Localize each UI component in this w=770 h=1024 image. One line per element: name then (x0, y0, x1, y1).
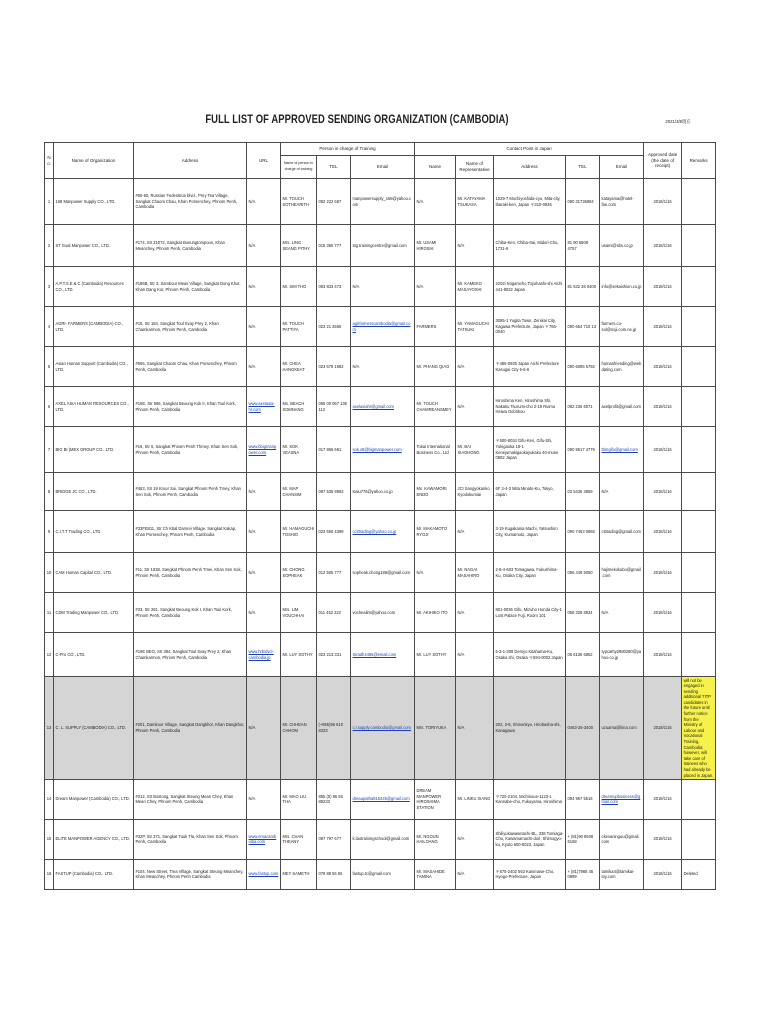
cell-address: #186B, Str 3, Sambour Meas Village, Sangkat Dong Khor, Khan Dang Kor, Phnom Penh, Cambodia (134, 267, 247, 307)
cell-remarks (682, 387, 716, 427)
cell-person: Mr. MAO LIU THA (281, 779, 317, 819)
cell-email[interactable]: Siradh4455@email.com (351, 633, 415, 677)
table-row (45, 553, 716, 593)
cell-person: Mrs. LING SEANG PITHY (281, 225, 317, 267)
cell-url: N/A (247, 511, 281, 553)
cell-tel: 023 21 2566 (317, 307, 351, 347)
cell-tel: 855 (0) 96 56 89233 (317, 779, 351, 819)
col-address: Address (134, 143, 247, 179)
cell-cp-rep: N/A (456, 633, 494, 677)
cell-cp-address: 1029-7 Mochiyoshida-cyo, Mita-city, Ibaraki-ken, Japan 〒310-0836 (494, 179, 566, 225)
cell-cp-rep: Mr. LINKU XIANG (456, 779, 494, 819)
cell-cp-name: DREAM MANPOWER HIROSHIMA STATION (415, 779, 456, 819)
cell-cp-rep: JCI Sangyokanko Kyodokumiai (456, 473, 494, 511)
cell-approved: 2018/1/16 (644, 473, 682, 511)
cell-url: N/A (247, 677, 281, 780)
cell-cp-address: 3085-1 Yugita Town, Zenikai City, Kagawa Prefecture, Japan 〒765-0040 (494, 307, 566, 347)
cell-tel: 015 365 777 (317, 225, 351, 267)
cell-approved: 2018/1/16 (644, 267, 682, 307)
cell-tel: 087 797 677 (317, 819, 351, 859)
cell-no: 11 (45, 593, 54, 633)
cell-cp-email: tamika4@tamikai-toy.com (600, 859, 644, 889)
cell-cp-name: Mr. PHANG QIAO (415, 347, 456, 387)
cell-no: 12 (45, 633, 54, 677)
cell-email: vochealim@yahoo.com (351, 593, 415, 633)
cell-org: C-Pro CO., LTD. (54, 633, 134, 677)
cell-cp-name: Mr. MASAHIDE TAMINA (415, 859, 456, 889)
cell-url: N/A (247, 779, 281, 819)
cell-no: 1 (45, 179, 54, 225)
cell-approved: 2018/1/16 (644, 677, 682, 780)
cell-remarks (682, 553, 716, 593)
cell-cp-tel: 81 90 5808 4757 (566, 225, 600, 267)
table-row (45, 267, 716, 307)
cell-person: Mr. CHHEAN CHHOM (281, 677, 317, 780)
cell-tel: 097 535 9992 (317, 473, 351, 511)
cell-cp-tel: 0463-25-3400 (566, 677, 600, 780)
cell-org: C. L. SUPPLY (CAMBODIA) CO., LTD. (54, 677, 134, 780)
cell-no: 2 (45, 225, 54, 267)
table-row (45, 633, 716, 677)
cell-remarks (682, 593, 716, 633)
cell-cp-name: N/A (415, 179, 456, 225)
cell-cp-name: Mr. LUY SOTHY (415, 633, 456, 677)
table-row (45, 307, 716, 347)
col-no: No. (45, 143, 54, 179)
cell-approved: 2018/1/16 (644, 179, 682, 225)
cell-email: N/A (351, 267, 415, 307)
cell-cp-address: 〒500-8034 Gifu-Ken, Gifu-Shi, Yukigaoka 18-1 Kenejumakigaokayukaku 40-mune 0882 Japan (494, 427, 566, 473)
cell-cp-email: katayama@hotel-fan.com (600, 179, 644, 225)
cell-org: A.P.T.S.E & C (Cambodia) Resources CO., LTD. (54, 267, 134, 307)
cell-cp-tel: + (81)90 8508 6168 (566, 819, 600, 859)
cell-tel: 012 505 777 (317, 553, 351, 593)
cell-address: #555, Sangkat Chaom Chau, Khan Porsenchey, Phnom Penh, Cambodia (134, 347, 247, 387)
cell-person: Mr. HAMAGUCHI TOSHIO (281, 511, 317, 553)
cell-url: N/A (247, 179, 281, 225)
cell-tel: 078 88 56 56 (317, 859, 351, 889)
cell-tel: 023 650 4398 (317, 511, 351, 553)
cell-email[interactable]: axelasiahr@gmail.com (351, 387, 415, 427)
col-cp-address: Address (494, 156, 566, 179)
cell-cp-rep: N/A (456, 819, 494, 859)
cell-approved: 2018/1/16 (644, 633, 682, 677)
cell-tel: 055 00 067 136 112 (317, 387, 351, 427)
cell-address: #33FE811, Str Ch Kbal Damrei Village, Sangkat Kakap, Khan Porsenchey, Phnom Penh, Cambodia (134, 511, 247, 553)
col-email: Email (351, 156, 415, 179)
cell-tel: 092 222 687 (317, 179, 351, 225)
cell-cp-email[interactable]: tbmgifu@gmail.com (600, 427, 644, 473)
cell-person: Mr. CHEA HANGKEAT (281, 347, 317, 387)
cell-cp-rep: Mr. YAMAGUCHI TATSUKI (456, 307, 494, 347)
cell-url: N/A (247, 593, 281, 633)
cell-cp-address: Chiba-Ken, Chiba-Sai, Midori-Chu, 1731-6 (494, 225, 566, 267)
cell-cp-tel: 058 328 8834 (566, 593, 600, 633)
cell-email[interactable]: sok.v8@bigmanpower.com (351, 427, 415, 473)
cell-cp-tel: 81 532 36 0400 (566, 267, 600, 307)
cell-cp-address: 202, 3-8, Shinonkyo, Hirobasha-shi, Kanagawa (494, 677, 566, 780)
cell-remarks (682, 779, 716, 819)
cell-cp-name: Mrs. TORIYUKA (415, 677, 456, 780)
cell-approved: 2018/1/16 (644, 347, 682, 387)
cell-approved: 2018/1/16 (644, 427, 682, 473)
col-tel: TEL (317, 156, 351, 179)
cell-org: ELITE MANPOWER AGENCY CO., LTD. (54, 819, 134, 859)
cell-url: N/A (247, 473, 281, 511)
cell-cp-address: 〒675-2402 563 Kanimase-Cho, Hyogo-Prefecture, Japan (494, 859, 566, 889)
cell-approved: 2018/1/16 (644, 819, 682, 859)
cell-no: 5 (45, 347, 54, 387)
cell-cp-name: Mr. USAMI HIROSHI (415, 225, 456, 267)
col-person-name: Name of person in charge of training (281, 156, 317, 179)
cell-tel: 023 213 331 (317, 633, 351, 677)
cell-no: 3 (45, 267, 54, 307)
cell-url[interactable]: www.fastup.com (247, 859, 281, 889)
cell-email[interactable]: ccittrading@yahoo.co.jp (351, 511, 415, 553)
cell-cp-rep: N/A (456, 225, 494, 267)
cell-url: N/A (247, 347, 281, 387)
cell-cp-name: Mr. NGOUN HAILOANG (415, 819, 456, 859)
cell-no: 13 (45, 677, 54, 780)
cell-cp-email: farmers.co-sol@noji.com.ne.jp (600, 307, 644, 347)
table-row (45, 859, 716, 889)
cell-address: #33, Str 281, Sangkat Beoung Kok I, Khan Toul Kork, Phnom Penh, Cambodia (134, 593, 247, 633)
cell-cp-rep: Mr. KATAYAMA TSUKASA (456, 179, 494, 225)
table-row (45, 473, 716, 511)
cell-no: 6 (45, 387, 54, 427)
cell-person: MEY SAMETH (281, 859, 317, 889)
cell-cp-tel: 090 7463 0866 (566, 511, 600, 553)
cell-url[interactable]: www.hrbidvcl-cambodia.jp (247, 633, 281, 677)
col-url: URL (247, 143, 281, 179)
cell-cp-name: Tokai International Business Co., Ltd (415, 427, 456, 473)
cell-cp-email: usami@sbs.co.jp (600, 225, 644, 267)
cell-remarks (682, 179, 716, 225)
col-org: Name of Organization (54, 143, 134, 179)
cell-address: #50-60, Russian Federation blvd., Prey Tea Village, Sangkat Chaom Chau, Khan Porsenchey, Phnom Penh, Cambodia (134, 179, 247, 225)
cell-cp-name: Mr. AKIHIKO ITO (415, 593, 456, 633)
cell-org: 168 Manpower Supply CO., LTD. (54, 179, 134, 225)
cell-tel: 011 452 222 (317, 593, 351, 633)
cell-cp-rep: N/A (456, 859, 494, 889)
cell-approved: 2018/1/16 (644, 593, 682, 633)
cell-url[interactable]: www.bbigmanpower.com (247, 427, 281, 473)
table-row (45, 819, 716, 859)
cell-url: N/A (247, 553, 281, 593)
cell-person: Mr. CHONG SOPHEAK (281, 553, 317, 593)
col-cp-tel: TEL (566, 156, 600, 179)
cell-person: Mr. TOUCH PATTIYA (281, 307, 317, 347)
cell-cp-email: cittrading@gmail.com (600, 511, 644, 553)
cell-remarks (682, 307, 716, 347)
cell-cp-email: typcathy2880280@yahoo.co.jp (600, 633, 644, 677)
cell-address: #104, New Street, Trea Village, Sangkat Steung Meanchey, Khan Meanchey, Phnom Penh Cambodia (134, 859, 247, 889)
cell-address: #463, Str 19 Krour Sui, Sangkat Phnom Penh Tmey, Khan Sen Sok, Phnom Penh, Cambodia (134, 473, 247, 511)
cell-org: BIG BI (MEX GROUP CO., LTD. (54, 427, 134, 473)
cell-org: CAM Human Capital CO., LTD. (54, 553, 134, 593)
col-person-group: Person in charge of Training (281, 143, 415, 156)
cell-cp-name: FARMERS (415, 307, 456, 347)
cell-email: Kaiu776@yahoo.co.jp (351, 473, 415, 511)
cell-address: #11, Str 1838, Sangkat Phnom Penh Tmei, Khan Sen Sok, Phnom Penh, Cambodia (134, 553, 247, 593)
cell-remarks (682, 347, 716, 387)
cell-cp-tel: 03 5436 3859 (566, 473, 600, 511)
cell-url[interactable]: www.axelasia-hr.com (247, 387, 281, 427)
cell-cp-name: Ms. KAWAMORI ENDO (415, 473, 456, 511)
cell-cp-email: hajimekokubo@gmail.com (600, 553, 644, 593)
cell-cp-rep: Mr. KAMEKO MASAYOSHI (456, 267, 494, 307)
cell-cp-address: 801-0036 Gifu, Mizuho Honda City-1 Lost Palace Fuji, Room 101 (494, 593, 566, 633)
cell-cp-tel: 06 6136 6862 (566, 633, 600, 677)
table-row (45, 347, 716, 387)
cell-address: #201, Damkuor Village, Sangkat Dangkhor, Khan Dangkhor, Phnom Penh, Cambodia (134, 677, 247, 780)
cell-approved: 2018/1/16 (644, 307, 682, 347)
cell-person: Ms. BEACH SOMNANG (281, 387, 317, 427)
table-row (45, 427, 716, 473)
cell-no: 15 (45, 819, 54, 859)
cell-tel: (+855)96 610 8333 (317, 677, 351, 780)
cell-cp-email: info@sekaishion.co.jp (600, 267, 644, 307)
cell-cp-address: Hiroshima Ken, Hiroshima Shi, Nakaku Tsurumi-cho 2-19 Ruimu Heiwa Odorikou (494, 387, 566, 427)
cell-org: Asian Human Support (Cambodia) CO., LTD. (54, 347, 134, 387)
cell-email: stg.trainingcentre@gmail.com (351, 225, 415, 267)
cell-approved: 2018/1/16 (644, 225, 682, 267)
cell-approved: 2018/1/16 (644, 779, 682, 819)
table-row (45, 179, 716, 225)
cell-email: fastup.tc@gmail.com (351, 859, 415, 889)
table-row (45, 779, 716, 819)
cell-remarks (682, 633, 716, 677)
col-cp-name: Name (415, 156, 456, 179)
cell-no: 9 (45, 511, 54, 553)
cell-email[interactable]: agrifarmerscambodia@gmail.com (351, 307, 415, 347)
cell-cp-address: 6-3-1-308 Demyo Kitahama-Ku, Osaka shi, Osaka 〒594-0002 Japan (494, 633, 566, 677)
table-row (45, 225, 716, 267)
cell-approved: 2018/1/16 (644, 387, 682, 427)
cell-address: #16, Str 6, Sangkat Phnom Penh Thmey, Khan Sen Sok, Phnom Penh, Cambodia (134, 427, 247, 473)
cell-email: manpowersupply_168@yahoo.com (351, 179, 415, 225)
col-remarks: Remarks (682, 143, 716, 179)
cell-cp-address: Shiliyukawasetachi-BL, 338 Tomiaga-Cho, Kawamamachi-dori, Shimogyo-ku, Kyoto 600-8023, Japan (494, 819, 566, 859)
cell-person: Mr. TOUCH SOTHEARITH (281, 179, 317, 225)
col-cp-email: Email (600, 156, 644, 179)
cell-cp-address: 3-19 Kugakama Machi, Yatsushiro City, Kumamoto, Japan (494, 511, 566, 553)
cell-email: N/A (351, 347, 415, 387)
cell-remarks (682, 267, 716, 307)
as-of-date: 2021/3/9現在 (665, 119, 691, 124)
cell-cp-rep: N/A (456, 511, 494, 553)
col-cp-rep: Name of Representative (456, 156, 494, 179)
cell-cp-tel: 084 967 5516 (566, 779, 600, 819)
cell-cp-address: 2202i Nogamcho Toyohashi-shi Aichi 441-8022 Japan (494, 267, 566, 307)
cell-remarks: will not be engaged in sending additional TITP candidates in the future until further notice from the Ministry of Labour and Vocational Training, Cambodia; however, will take care of trainees who had already be placed in Japan. (682, 677, 716, 780)
cell-cp-name: N/A (415, 267, 456, 307)
cell-remarks (682, 511, 716, 553)
cell-person: Mr. MAP CHANSIM (281, 473, 317, 511)
cell-remarks (682, 473, 716, 511)
cell-cp-rep: N/A (456, 347, 494, 387)
cell-url: N/A (247, 267, 281, 307)
cell-person: Mrs. CHAN THEANY (281, 819, 317, 859)
cell-email[interactable]: c.l.supply.cambodia@gmail.com (351, 677, 415, 780)
cell-approved: 2018/1/16 (644, 511, 682, 553)
cell-person: Mr. SOK VEASNA (281, 427, 317, 473)
cell-org: CDM Trading Manpower CO., LTD. (54, 593, 134, 633)
cell-url: N/A (247, 225, 281, 267)
cell-address: #19E BEO, Str 384, Sangkat Toul Svay Prey 2, Khan Chamkarmon, Phnom Penh, Cambodia (134, 633, 247, 677)
cell-cp-address: 〒486-0935 Japan Aichi Prefecture Kasugai City 6-6-6 (494, 347, 566, 387)
table-row (45, 511, 716, 553)
cell-email: k.laotrainingschool@gmail.com (351, 819, 415, 859)
cell-cp-tel: 086 449 5050 (566, 553, 600, 593)
col-approved: Approved date (the date of receipt) (644, 143, 682, 179)
cell-org: FASTUP (Cambodia) CO., LTD. (54, 859, 134, 889)
cell-no: 8 (45, 473, 54, 511)
cell-cp-tel: 090 9617 4779 (566, 427, 600, 473)
cell-email: sopheak.chong188@gmail.com (351, 553, 415, 593)
cell-cp-name: N/A (415, 553, 456, 593)
table-row (45, 593, 716, 633)
cell-address: #15, Str 184, Sangkat Toul Svay Prey 2, Khan Chamkarmon, Phnom Penh, Cambodia (134, 307, 247, 347)
cell-no: 16 (45, 859, 54, 889)
cell-org: ST Goal Manpower CO., LTD. (54, 225, 134, 267)
table-row (45, 387, 716, 427)
cell-address: #174, Str 21072, Sangkat Boeungtompoun, Khan Meanchey, Phnom Penh, Cambodia (134, 225, 247, 267)
cell-no: 14 (45, 779, 54, 819)
cell-email[interactable]: dreaupatha815345@gmail.com (351, 779, 415, 819)
cell-approved: 2018/1/16 (644, 859, 682, 889)
cell-cp-name: Mr. MAKAMOTO RYOJI (415, 511, 456, 553)
cell-remarks (682, 427, 716, 473)
cell-org: BRIDGE JC CO., LTD. (54, 473, 134, 511)
organization-table (44, 142, 716, 890)
cell-tel: 093 833 473 (317, 267, 351, 307)
cell-cp-address: 2-8-4-603 Tomagawa, Fukushima-Ku, Osaka City, Japan (494, 553, 566, 593)
cell-cp-email: N/A (600, 593, 644, 633)
cell-org: C.I.T.T Trading CO., LTD. (54, 511, 134, 553)
cell-cp-rep: N/A (456, 593, 494, 633)
cell-cp-rep: N/A (456, 677, 494, 780)
cell-no: 7 (45, 427, 54, 473)
cell-cp-email: ckevaninguu@gmail.com (600, 819, 644, 859)
cell-person: Mrs. LIM VOUCHHAI (281, 593, 317, 633)
cell-cp-tel: 090 6095 5792 (566, 347, 600, 387)
cell-url: N/A (247, 307, 281, 347)
cell-cp-address: 6F 3-4-3 Mita Minato-Ku, Tokyo, Japan (494, 473, 566, 511)
cell-cp-email: humanfriending@webdating.com (600, 347, 644, 387)
cell-tel: 023 678 1982 (317, 347, 351, 387)
cell-person: Mr. LUY SOTHY (281, 633, 317, 677)
cell-remarks (682, 819, 716, 859)
cell-cp-name: Mr. TOUCH CHAMREANSMEY (415, 387, 456, 427)
cell-person: Mr. SIM THO (281, 267, 317, 307)
cell-cp-email: axelprofit@gmail.com (600, 387, 644, 427)
cell-org: AXEL ASIA HUMAN RESOURCES CO., LTD. (54, 387, 134, 427)
cell-cp-tel: + (81)7968 45 0989 (566, 859, 600, 889)
cell-tel: 017 866 681 (317, 427, 351, 473)
col-contact-group: Contact Point in Japan (415, 143, 644, 156)
cell-remarks (682, 225, 716, 267)
cell-cp-tel: 080 31736884 (566, 179, 600, 225)
cell-org: AGRI- FARMERS (CAMBODIA) CO., LTD. (54, 307, 134, 347)
cell-cp-tel: 090 664 710 13 (566, 307, 600, 347)
cell-cp-rep: Mr. NAGAI MASAHIRO (456, 553, 494, 593)
cell-no: 10 (45, 553, 54, 593)
cell-address: #312, Str Bostong, Sangkat Steung Mean Chey, Khan Mean Chey, Phnom Penh, Cambodia (134, 779, 247, 819)
table-row (45, 677, 716, 780)
cell-cp-tel: 082 236 6071 (566, 387, 600, 427)
cell-cp-email: uzuama@lima.com (600, 677, 644, 780)
page-title: FULL LIST OF APPROVED SENDING ORGANIZATION (CAMBODIA) (205, 114, 509, 126)
cell-cp-email: N/A (600, 473, 644, 511)
cell-no: 4 (45, 307, 54, 347)
cell-org: Dream Manpower (Cambodia) CO., LTD. (54, 779, 134, 819)
cell-approved: 2018/1/16 (644, 553, 682, 593)
cell-remarks: Deleted (682, 859, 716, 889)
cell-cp-email[interactable]: dreamupbusiness@gmail.com (600, 779, 644, 819)
cell-url[interactable]: www.emacambodia.com (247, 819, 281, 859)
cell-address: #32P, Str 371, Sangkat Tuuk Tla, Khan Sen Sok, Phnom Penh, Cambodia (134, 819, 247, 859)
cell-address: #16E, Str 596, Sangkat Beoung Kok II, Khan Toul Kork, Phnom Penh, Cambodia (134, 387, 247, 427)
cell-cp-rep: N/A (456, 387, 494, 427)
cell-cp-rep: Mr. BAI XIAOHONG (456, 427, 494, 473)
cell-cp-address: 〒720-2104, Michinoue-1123-1 Kannabe-cho, Fukuyama, Hiroshima (494, 779, 566, 819)
